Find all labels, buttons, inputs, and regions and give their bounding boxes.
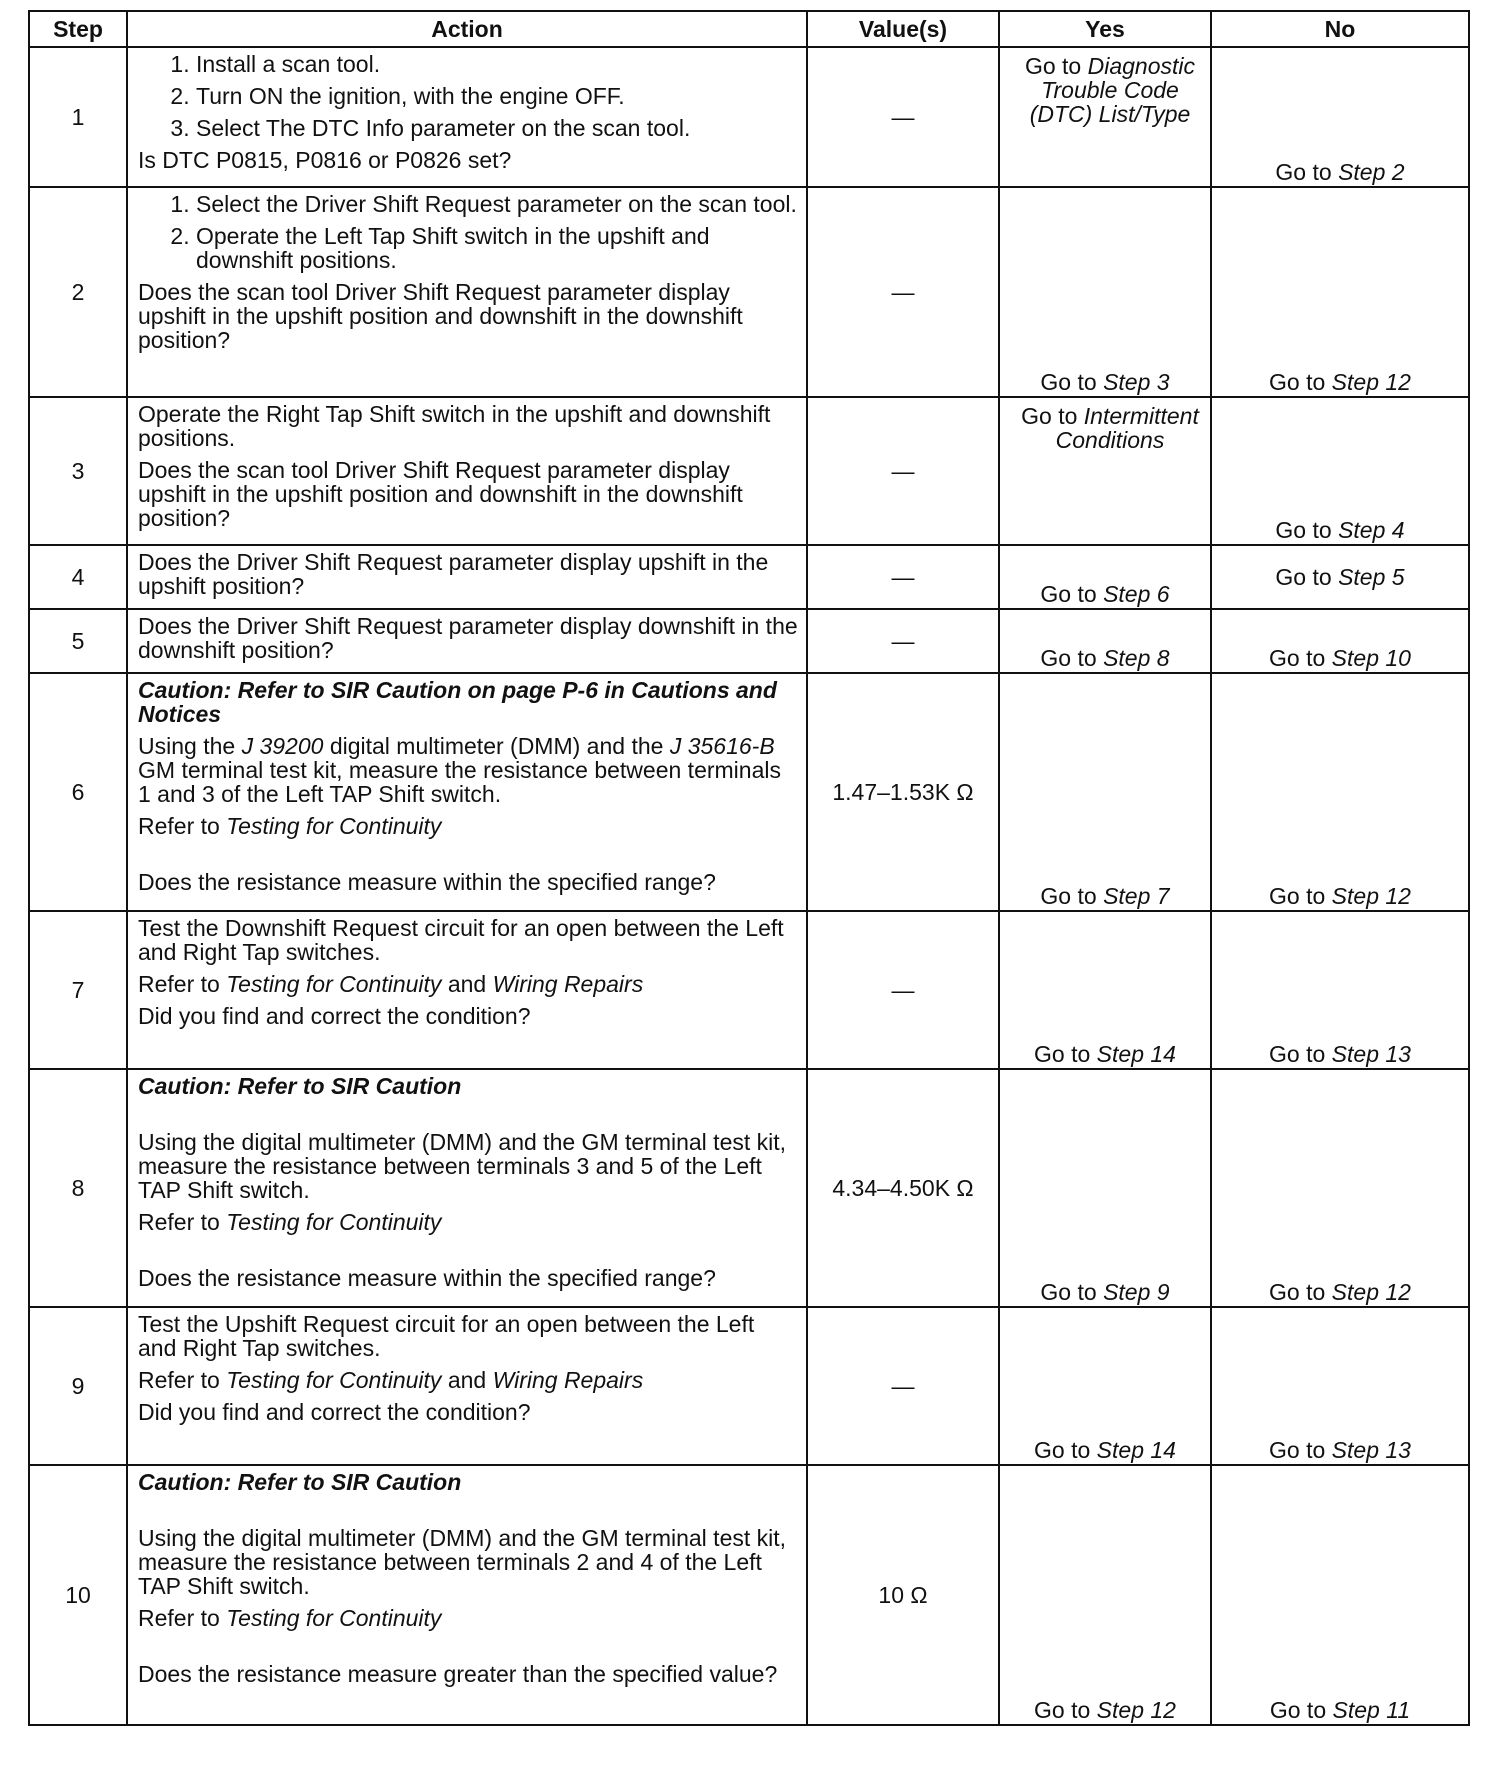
table-row	[29, 397, 1469, 545]
no-step-link[interactable]: 13	[1385, 1437, 1411, 1463]
step-number: 1	[29, 47, 127, 187]
yes-step-link[interactable]: 14	[1150, 1041, 1176, 1067]
yes-step-link[interactable]: 9	[1156, 1279, 1170, 1305]
value-cell: —	[807, 609, 999, 673]
value-cell: —	[807, 1307, 999, 1465]
yes-goto[interactable]: Go to Step 14	[1034, 1437, 1176, 1463]
action-question: Did you find and correct the condition?	[138, 1399, 531, 1425]
yes-link[interactable]: Intermittent Conditions	[1055, 403, 1199, 453]
no-goto[interactable]: Go to Step 12	[1269, 369, 1411, 395]
no-cell	[1211, 911, 1469, 1069]
list-item: 2. Operate the Left Tap Shift switch in the upshift and downshift positions.	[196, 224, 798, 272]
table-row	[29, 609, 1469, 673]
step-number: 2	[29, 187, 127, 397]
action-list	[138, 192, 798, 272]
refer-text: Refer to Testing for Continuity and Wiring Repairs	[138, 971, 644, 997]
table-row	[29, 673, 1469, 911]
yes-goto[interactable]: Go to Step 3	[1040, 369, 1170, 395]
diagnostic-steps-table	[28, 10, 1470, 1726]
action-question: Does the Driver Shift Request parameter display upshift in the upshift position?	[138, 549, 769, 599]
step-number: 10	[29, 1465, 127, 1725]
no-step-link[interactable]: 10	[1385, 645, 1411, 671]
step-number: 3	[29, 397, 127, 545]
step-number: 5	[29, 609, 127, 673]
yes-goto[interactable]: Go to Intermittent Conditions	[1021, 403, 1199, 453]
action-question: Does the resistance measure within the specified range?	[138, 1265, 716, 1291]
action-cell	[127, 1465, 807, 1725]
refer-text: Refer to Testing for Continuity	[138, 813, 442, 839]
yes-goto[interactable]: Go to Step 7	[1040, 883, 1170, 909]
action-cell	[127, 187, 807, 397]
yes-step-link[interactable]: 7	[1156, 883, 1170, 909]
action-question: Does the scan tool Driver Shift Request parameter display upshift in the upshift position and downshift in the downshift position?	[138, 457, 743, 531]
yes-goto[interactable]: Go to Step 8	[1040, 645, 1170, 671]
action-cell	[127, 47, 807, 187]
value-cell: —	[807, 545, 999, 609]
no-step-link[interactable]: 5	[1391, 564, 1405, 590]
list-item: 3. Select The DTC Info parameter on the scan tool.	[196, 116, 798, 140]
value-cell: —	[807, 911, 999, 1069]
list-item: 1. Install a scan tool.	[196, 52, 798, 76]
refer-text: Refer to Testing for Continuity	[138, 1605, 442, 1631]
value-cell: 1.47–1.53K Ω	[807, 673, 999, 911]
caution-text: Caution: Refer to SIR Caution	[138, 1073, 462, 1099]
no-goto[interactable]: Go to Step 5	[1275, 564, 1405, 590]
no-step-link[interactable]: 4	[1391, 517, 1405, 543]
value-cell: —	[807, 47, 999, 187]
no-goto[interactable]: Go to Step 13	[1269, 1041, 1411, 1067]
refer-text: Refer to Testing for Continuity and Wiring Repairs	[138, 1367, 644, 1393]
no-goto[interactable]: Go to Step 12	[1269, 1279, 1411, 1305]
header-action: Action	[127, 11, 807, 47]
no-goto[interactable]: Go to Step 10	[1269, 645, 1411, 671]
yes-cell	[999, 397, 1211, 545]
refer-link[interactable]: Testing for Continuity	[226, 1209, 442, 1235]
yes-goto[interactable]: Go to Step 12	[1034, 1697, 1176, 1723]
refer-text: Refer to Testing for Continuity	[138, 1209, 442, 1235]
value-cell: —	[807, 187, 999, 397]
refer-link[interactable]: Testing for Continuity	[226, 813, 442, 839]
no-step-link[interactable]: 11	[1386, 1697, 1411, 1723]
table-row	[29, 1307, 1469, 1465]
header-values: Value(s)	[807, 11, 999, 47]
no-cell	[1211, 609, 1469, 673]
yes-cell	[999, 47, 1211, 187]
table-row	[29, 545, 1469, 609]
yes-goto[interactable]: Go to Step 14	[1034, 1041, 1176, 1067]
yes-step-link[interactable]: 8	[1156, 645, 1170, 671]
no-goto[interactable]: Go to Step 12	[1269, 883, 1411, 909]
yes-cell	[999, 1307, 1211, 1465]
no-goto[interactable]: Go to Step 2	[1275, 159, 1405, 185]
no-cell	[1211, 47, 1469, 187]
no-step-link[interactable]: 12	[1385, 1279, 1411, 1305]
step-number: 9	[29, 1307, 127, 1465]
header-yes: Yes	[999, 11, 1211, 47]
action-text: Operate the Right Tap Shift switch in the upshift and downshift positions.	[138, 401, 771, 451]
action-cell	[127, 673, 807, 911]
action-question: Did you find and correct the condition?	[138, 1003, 531, 1029]
table-header-row	[29, 11, 1469, 47]
no-cell	[1211, 1465, 1469, 1725]
action-question: Does the resistance measure greater than the specified value?	[138, 1661, 778, 1687]
yes-cell	[999, 545, 1211, 609]
action-text: Test the Upshift Request circuit for an open between the Left and Right Tap switches.	[138, 1311, 755, 1361]
action-cell	[127, 911, 807, 1069]
no-cell	[1211, 673, 1469, 911]
action-question: Does the resistance measure within the specified range?	[138, 869, 716, 895]
no-step-link[interactable]: 2	[1391, 159, 1405, 185]
yes-cell	[999, 1069, 1211, 1307]
no-goto[interactable]: Go to Step 4	[1275, 517, 1405, 543]
header-no: No	[1211, 11, 1469, 47]
value-cell: 10 Ω	[807, 1465, 999, 1725]
no-step-link[interactable]: 13	[1385, 1041, 1411, 1067]
no-cell	[1211, 545, 1469, 609]
header-step: Step	[29, 11, 127, 47]
action-text: Using the digital multimeter (DMM) and the GM terminal test kit, measure the resistance between terminals 2 and 4 of the Left TAP Shift switch.	[138, 1525, 787, 1599]
action-cell	[127, 545, 807, 609]
step-number: 6	[29, 673, 127, 911]
yes-cell	[999, 673, 1211, 911]
action-cell	[127, 397, 807, 545]
table-row	[29, 1069, 1469, 1307]
caution-text: Caution: Refer to SIR Caution on page P-6 in Cautions and Notices	[138, 677, 777, 727]
table-row	[29, 187, 1469, 397]
yes-cell	[999, 911, 1211, 1069]
yes-goto[interactable]: Go to Diagnostic Trouble Code (DTC) List/Type	[1024, 53, 1196, 127]
action-text: Using the digital multimeter (DMM) and the GM terminal test kit, measure the resistance between terminals 3 and 5 of the Left TAP Shift switch.	[138, 1129, 787, 1203]
step-number: 7	[29, 911, 127, 1069]
no-cell	[1211, 1307, 1469, 1465]
no-cell	[1211, 187, 1469, 397]
table-row	[29, 1465, 1469, 1725]
step-number: 8	[29, 1069, 127, 1307]
action-list	[138, 52, 798, 140]
diagnostic-table-page	[28, 10, 1468, 1726]
yes-step-link[interactable]: 12	[1150, 1697, 1176, 1723]
yes-step-link[interactable]: 14	[1150, 1437, 1176, 1463]
action-text: Using the J 39200 digital multimeter (DMM) and the J 35616-B GM terminal test kit, measure the resistance between terminals 1 and 3 of the Left TAP Shift switch.	[138, 733, 781, 807]
caution-text: Caution: Refer to SIR Caution	[138, 1469, 462, 1495]
tool-reference: J 39200	[241, 733, 324, 759]
tool-reference: J 35616-B	[669, 733, 775, 759]
yes-link[interactable]: Diagnostic Trouble Code (DTC) List/Type	[1029, 53, 1196, 127]
refer-link[interactable]: Wiring Repairs	[492, 1367, 644, 1393]
action-question: Does the Driver Shift Request parameter display downshift in the downshift position?	[138, 613, 798, 663]
yes-goto[interactable]: Go to Step 6	[1040, 581, 1170, 607]
refer-link[interactable]: Testing for Continuity	[226, 971, 442, 997]
action-question: Does the scan tool Driver Shift Request parameter display upshift in the upshift position and downshift in the downshift position?	[138, 279, 743, 353]
action-cell	[127, 1307, 807, 1465]
no-goto[interactable]: Go to Step 13	[1269, 1437, 1411, 1463]
yes-step-link[interactable]: 3	[1156, 369, 1170, 395]
no-goto[interactable]: Go to Step 11	[1269, 1697, 1411, 1723]
no-step-link[interactable]: 12	[1385, 883, 1411, 909]
refer-link[interactable]: Testing for Continuity	[226, 1605, 442, 1631]
action-cell	[127, 1069, 807, 1307]
yes-goto[interactable]: Go to Step 9	[1040, 1279, 1170, 1305]
refer-link[interactable]: Testing for Continuity	[226, 1367, 442, 1393]
yes-cell	[999, 1465, 1211, 1725]
list-item: 2. Turn ON the ignition, with the engine OFF.	[196, 84, 798, 108]
table-row	[29, 911, 1469, 1069]
yes-step-link[interactable]: 6	[1156, 581, 1170, 607]
table-row	[29, 47, 1469, 187]
no-cell	[1211, 1069, 1469, 1307]
step-number: 4	[29, 545, 127, 609]
value-cell: —	[807, 397, 999, 545]
refer-link[interactable]: Wiring Repairs	[492, 971, 644, 997]
action-question: Is DTC P0815, P0816 or P0826 set?	[138, 147, 512, 173]
action-cell	[127, 609, 807, 673]
list-item: 1. Select the Driver Shift Request parameter on the scan tool.	[196, 192, 798, 216]
value-cell: 4.34–4.50K Ω	[807, 1069, 999, 1307]
action-text: Test the Downshift Request circuit for an open between the Left and Right Tap switches.	[138, 915, 784, 965]
yes-cell	[999, 609, 1211, 673]
yes-cell	[999, 187, 1211, 397]
no-cell	[1211, 397, 1469, 545]
no-step-link[interactable]: 12	[1385, 369, 1411, 395]
